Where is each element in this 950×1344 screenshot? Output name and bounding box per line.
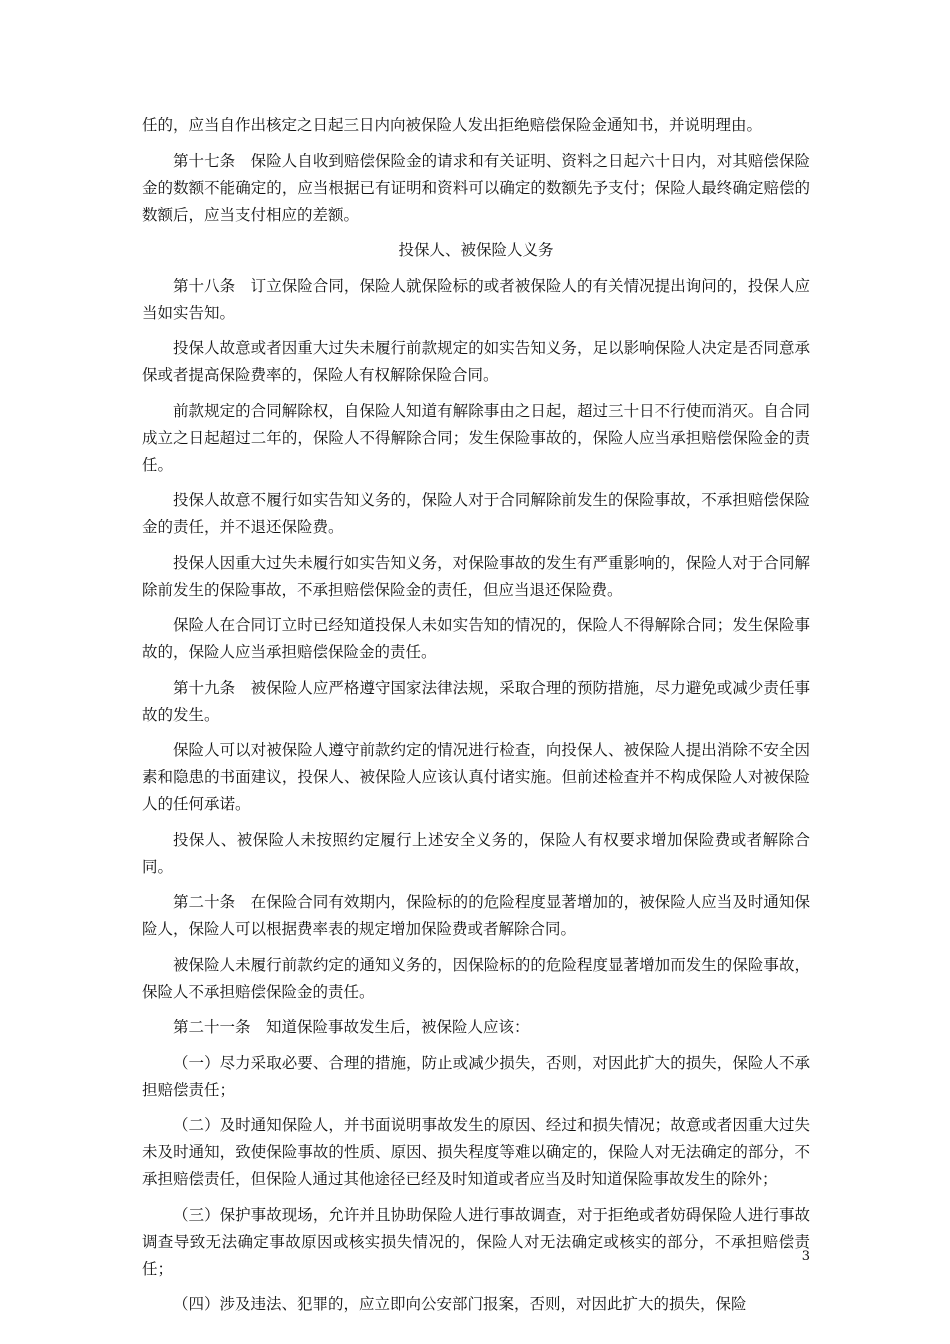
document-body	[142, 112, 810, 1327]
paragraph: 被保险人未履行前款约定的通知义务的，因保险标的的危险程度显著增加而发生的保险事故，保险人不承担赔偿保险金的责任。	[142, 955, 810, 1001]
paragraph: 投保人故意或者因重大过失未履行前款规定的如实告知义务，足以影响保险人决定是否同意承保或者提高保险费率的，保险人有权解除保险合同。	[142, 339, 810, 384]
paragraph: 投保人、被保险人未按照约定履行上述安全义务的，保险人有权要求增加保险费或者解除合同。	[142, 830, 810, 876]
paragraph: 投保人因重大过失未履行如实告知义务，对保险事故的发生有严重影响的，保险人对于合同解除前发生的保险事故，不承担赔偿保险金的责任，但应当退还保险费。	[142, 553, 810, 599]
page-number: 3	[801, 1249, 810, 1264]
list-item: （一）尽力采取必要、合理的措施，防止或减少损失，否则，对因此扩大的损失，保险人不承担赔偿责任；	[142, 1053, 810, 1099]
paragraph: 保险人可以对被保险人遵守前款约定的情况进行检查，向投保人、被保险人提出消除不安全因素和隐患的书面建议，投保人、被保险人应该认真付诸实施。但前述检查并不构成保险人对被保险人的任何承诺。	[142, 741, 810, 813]
paragraph-article-18: 第十八条 订立保险合同，保险人就保险标的或者被保险人的有关情况提出询问的，投保人应当如实告知。	[142, 276, 810, 322]
paragraph: 前款规定的合同解除权，自保险人知道有解除事由之日起，超过三十日不行使而消灭。自合同成立之日起超过二年的，保险人不得解除合同；发生保险事故的，保险人应当承担赔偿保险金的责任。	[142, 401, 810, 474]
paragraph-article-17: 第十七条 保险人自收到赔偿保险金的请求和有关证明、资料之日起六十日内，对其赔偿保险金的数额不能确定的，应当根据已有证明和资料可以确定的数额先予支付；保险人最终确定赔偿的数额后，应当支付相应的差额。	[142, 151, 810, 224]
list-item: （二）及时通知保险人，并书面说明事故发生的原因、经过和损失情况；故意或者因重大过失未及时通知，致使保险事故的性质、原因、损失程度等难以确定的，保险人对无法确定的部分，不承担赔偿责任，但保险人通过其他途径已经及时知道或者应当及时知道保险事故发生的除外；	[142, 1116, 810, 1188]
section-heading: 投保人、被保险人义务	[398, 241, 554, 259]
list-item: （三）保护事故现场，允许并且协助保险人进行事故调查，对于拒绝或者妨碍保险人进行事故调查导致无法确定事故原因或核实损失情况的，保险人对无法确定或核实的部分，不承担赔偿责任；	[142, 1205, 810, 1278]
paragraph-continuation: 任的，应当自作出核定之日起三日内向被保险人发出拒绝赔偿保险金通知书，并说明理由。	[142, 116, 763, 134]
paragraph-article-21: 第二十一条 知道保险事故发生后，被保险人应该：	[173, 1018, 530, 1036]
paragraph: 投保人故意不履行如实告知义务的，保险人对于合同解除前发生的保险事故，不承担赔偿保险金的责任，并不退还保险费。	[142, 491, 810, 536]
list-item: （四）涉及违法、犯罪的，应立即向公安部门报案，否则，对因此扩大的损失，保险	[173, 1295, 747, 1313]
paragraph: 保险人在合同订立时已经知道投保人未如实告知的情况的，保险人不得解除合同；发生保险事故的，保险人应当承担赔偿保险金的责任。	[142, 616, 810, 661]
paragraph-article-20: 第二十条 在保险合同有效期内，保险标的的危险程度显著增加的，被保险人应当及时通知保险人，保险人可以根据费率表的规定增加保险费或者解除合同。	[142, 893, 810, 938]
paragraph-article-19: 第十九条 被保险人应严格遵守国家法律法规，采取合理的预防措施，尽力避免或减少责任事故的发生。	[142, 678, 810, 724]
